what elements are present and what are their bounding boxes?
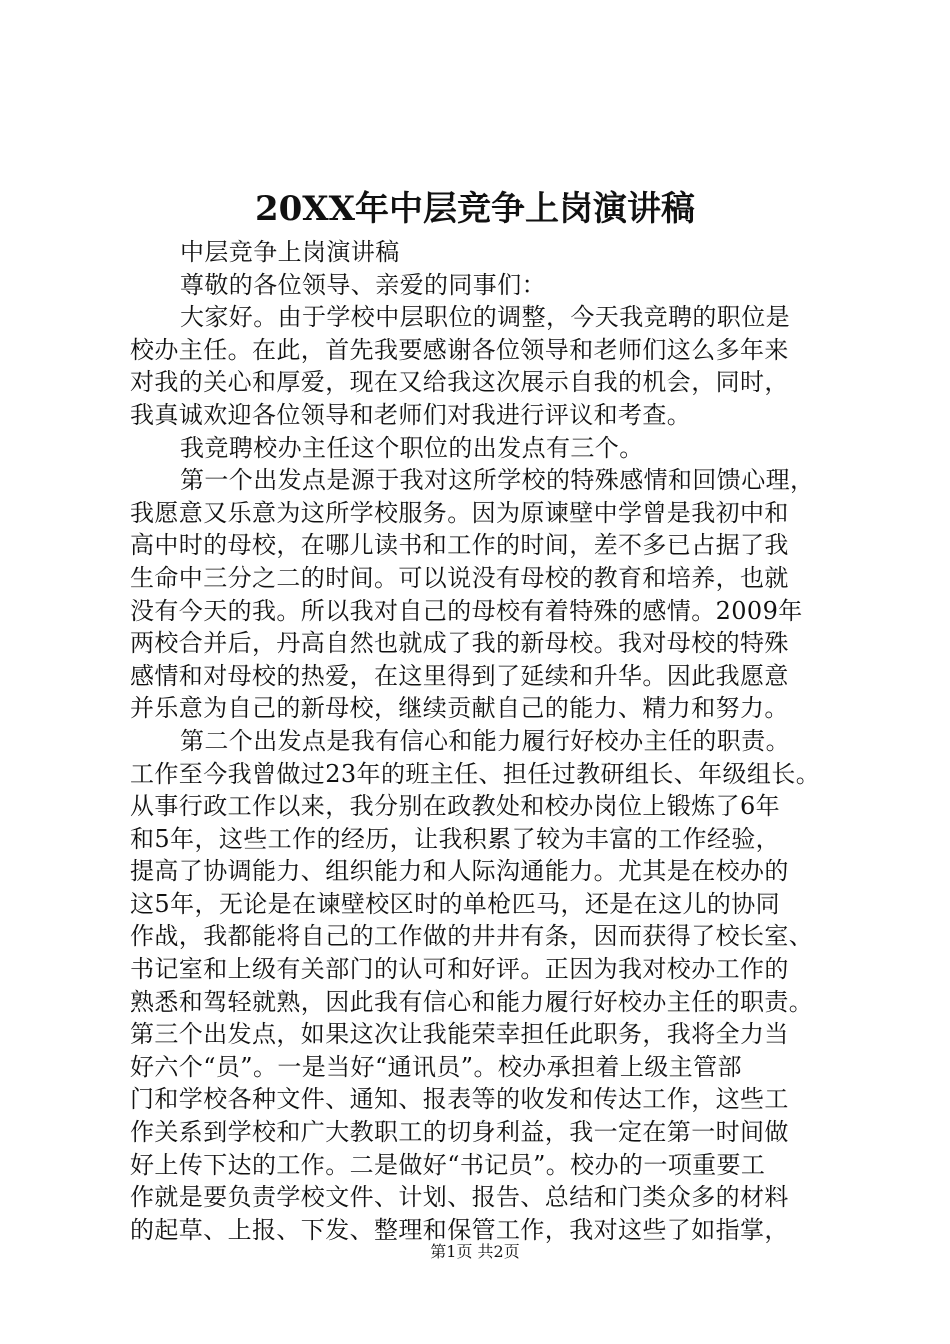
body-line: 我竞聘校办主任这个职位的出发点有三个。 xyxy=(180,433,644,462)
body-line: 对我的关心和厚爱，现在又给我这次展示自我的机会，同时， xyxy=(130,368,789,397)
body-line: 高中时的母校，在哪儿读书和工作的时间，差不多已占据了我 xyxy=(130,531,789,560)
body-line: 这5年，无论是在谏壁校区时的单枪匹马，还是在这儿的协同 xyxy=(130,889,781,918)
body-line: 校办主任。在此，首先我要感谢各位领导和老师们这么多年来 xyxy=(130,335,789,364)
body-line: 作就是要负责学校文件、计划、报告、总结和门类众多的材料 xyxy=(130,1183,789,1212)
body-line: 提高了协调能力、组织能力和人际沟通能力。尤其是在校办的 xyxy=(130,857,789,886)
body-line: 感情和对母校的热爱，在这里得到了延续和升华。因此我愿意 xyxy=(130,661,789,690)
body-line: 尊敬的各位领导、亲爱的同事们： xyxy=(180,270,546,299)
body-line: 作关系到学校和广大教职工的切身利益，我一定在第一时间做 xyxy=(130,1118,789,1147)
page-footer: 第1页 共2页 xyxy=(430,1242,520,1261)
body-line: 并乐意为自己的新母校，继续贡献自己的能力、精力和努力。 xyxy=(130,694,789,723)
body-line: 没有今天的我。所以我对自己的母校有着特殊的感情。2009年 xyxy=(130,596,803,625)
body-line: 门和学校各种文件、通知、报表等的收发和传达工作，这些工 xyxy=(130,1085,789,1114)
body-line: 我真诚欢迎各位领导和老师们对我进行评议和考查。 xyxy=(130,400,692,429)
body-line: 好六个“员”。一是当好“通讯员”。校办承担着上级主管部 xyxy=(130,1052,742,1081)
document-body xyxy=(130,236,830,1246)
body-line: 熟悉和驾轻就熟，因此我有信心和能力履行好校办主任的职责。 xyxy=(130,987,814,1016)
body-line: 作战，我都能将自己的工作做的井井有条，因而获得了校长室、 xyxy=(130,922,814,951)
body-line: 的起草、上报、下发、整理和保管工作，我对这些了如指掌， xyxy=(130,1215,789,1244)
body-line: 我愿意又乐意为这所学校服务。因为原谏壁中学曾是我初中和 xyxy=(130,498,789,527)
body-line: 好上传下达的工作。二是做好“书记员”。校办的一项重要工 xyxy=(130,1150,766,1179)
body-line: 工作至今我曾做过23年的班主任、担任过教研组长、年级组长。 xyxy=(130,759,821,788)
body-line: 中层竞争上岗演讲稿 xyxy=(180,238,400,266)
body-line: 第二个出发点是我有信心和能力履行好校办主任的职责。 xyxy=(180,726,790,755)
body-line: 生命中三分之二的时间。可以说没有母校的教育和培养，也就 xyxy=(130,563,789,592)
body-line: 和5年，这些工作的经历，让我积累了较为丰富的工作经验， xyxy=(130,824,781,853)
document-title: 20XX年中层竞争上岗演讲稿 xyxy=(254,189,696,229)
body-line: 两校合并后，丹高自然也就成了我的新母校。我对母校的特殊 xyxy=(130,629,789,658)
body-line: 从事行政工作以来，我分别在政教处和校办岗位上锻炼了6年 xyxy=(130,792,781,821)
body-line: 第一个出发点是源于我对这所学校的特殊感情和回馈心理， xyxy=(180,466,815,495)
body-line: 第三个出发点，如果这次让我能荣幸担任此职务，我将全力当 xyxy=(130,1020,789,1049)
body-line: 大家好。由于学校中层职位的调整，今天我竞聘的职位是 xyxy=(180,303,790,332)
body-line: 书记室和上级有关部门的认可和好评。正因为我对校办工作的 xyxy=(130,955,789,984)
